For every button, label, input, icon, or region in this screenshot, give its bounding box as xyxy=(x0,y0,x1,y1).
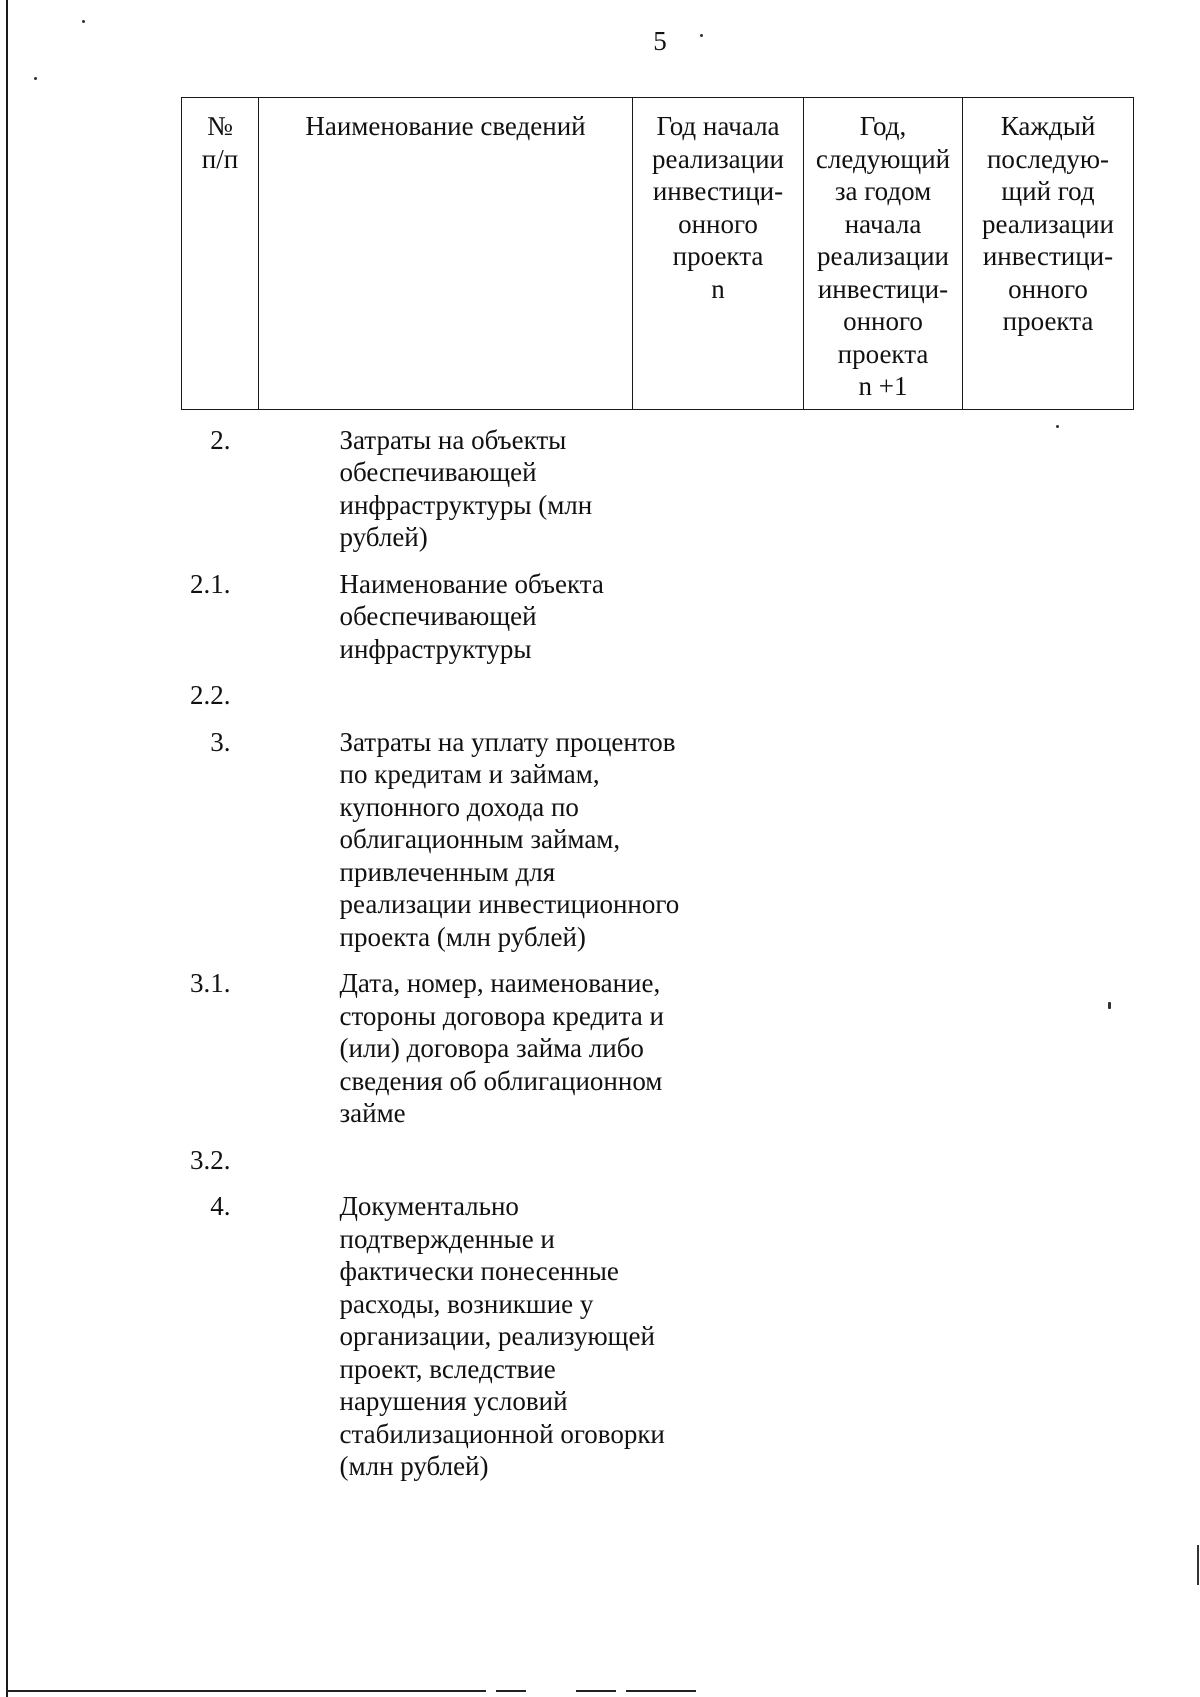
table-row xyxy=(182,568,1134,666)
table-row xyxy=(182,1144,1134,1177)
table-spacer xyxy=(182,712,1134,726)
header-info-name: Наименование сведений xyxy=(259,98,633,410)
row-number: 2.2. xyxy=(190,680,231,710)
table-row xyxy=(182,967,1134,1130)
row-name: Затраты на объекты обеспечивающей инфраструктуры (млн рублей) xyxy=(339,424,593,552)
scan-edge-bottom xyxy=(6,1690,696,1692)
table-header-row xyxy=(182,98,1134,410)
header-start-year: Год начала реализации инвестици- онного проекта n xyxy=(633,98,804,410)
scan-edge-left xyxy=(6,0,8,1697)
header-next-year: Год, следующий за годом начала реализации инвестици- онного проекта n +1 xyxy=(804,98,963,410)
row-name: Затраты на уплату процентов по кредитам и займам, купонного дохода по облигационным займам, привлеченным для реализации инвестиционного проекта (млн рублей) xyxy=(339,726,680,952)
table-row xyxy=(182,1190,1134,1483)
table-row xyxy=(182,726,1134,954)
table-row xyxy=(182,679,1134,712)
row-number: 4. xyxy=(210,1191,231,1221)
row-name: Дата, номер, наименование, стороны договора кредита и (или) договора займа либо сведения об облигационном займе xyxy=(339,968,664,1128)
investment-info-table xyxy=(181,97,1134,1483)
table-row xyxy=(182,424,1134,554)
scan-speck xyxy=(82,20,85,23)
header-each-following-year: Каждый последую- щий год реализации инвестици- онного проекта xyxy=(963,98,1134,410)
row-number: 3.1. xyxy=(190,968,231,998)
row-number: 2. xyxy=(210,424,231,455)
row-name xyxy=(259,679,1134,712)
table-spacer xyxy=(182,554,1134,568)
row-number: 3.2. xyxy=(190,1144,231,1175)
page-number: 5 xyxy=(653,26,667,56)
scan-speck xyxy=(34,77,37,80)
table-spacer xyxy=(182,953,1134,967)
row-number: 2.1. xyxy=(190,568,231,599)
row-number: 3. xyxy=(210,726,231,757)
scan-speck xyxy=(1197,1545,1199,1585)
header-item-number: № п/п xyxy=(182,98,259,410)
row-name xyxy=(259,1144,1134,1177)
row-name: Наименование объекта обеспечивающей инфраструктуры xyxy=(339,568,604,664)
table-spacer xyxy=(182,1176,1134,1190)
table-spacer xyxy=(182,665,1134,679)
table-spacer xyxy=(182,409,1134,424)
row-name: Документально подтвержденные и фактически понесенные расходы, возникшие у организации, реализующей проект, вследствие нарушения условий стабилизационной оговорки (млн рублей) xyxy=(339,1191,665,1481)
table-spacer xyxy=(182,1130,1134,1144)
